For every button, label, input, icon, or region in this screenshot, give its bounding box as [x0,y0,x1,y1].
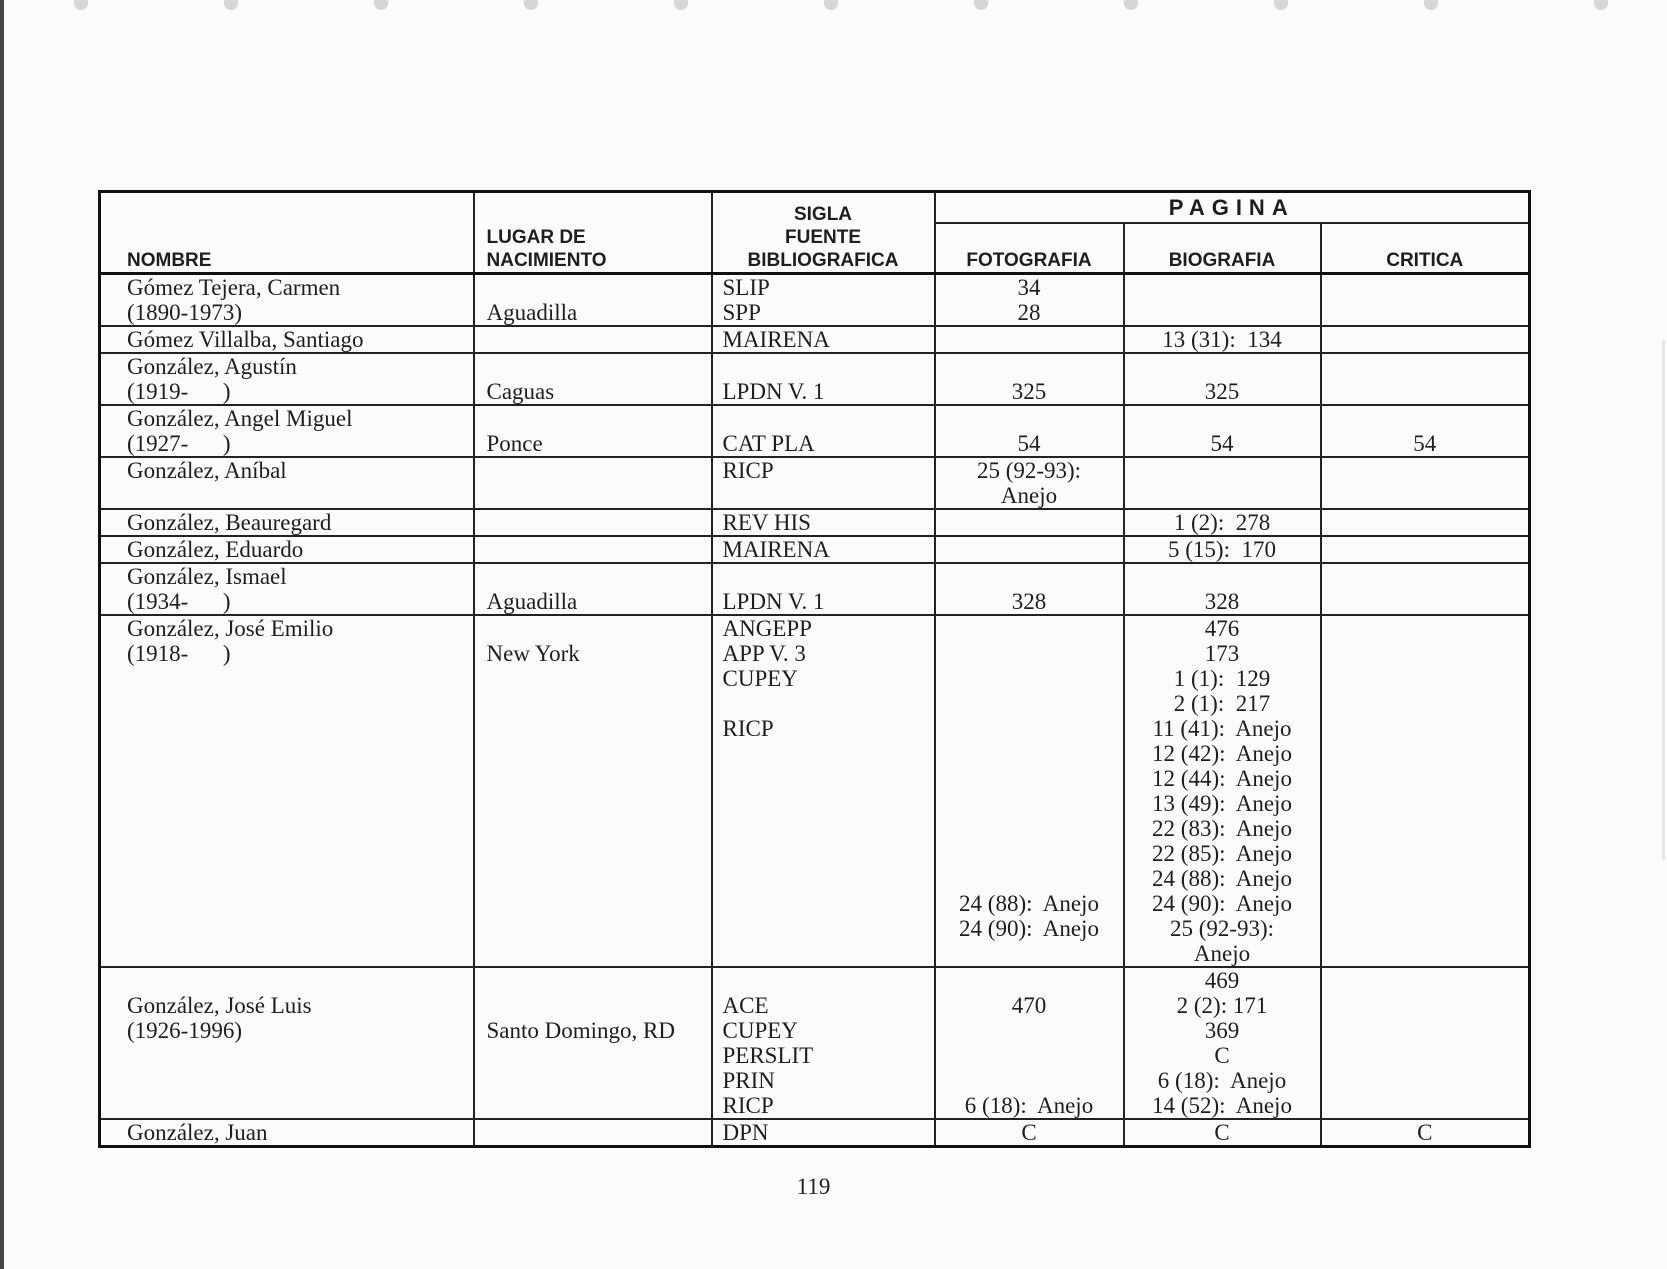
cell-lugar: Caguas [474,353,712,405]
cell-fotografia: 24 (88): Anejo 24 (90): Anejo [935,615,1124,967]
cell-lugar [474,509,712,536]
table-row [100,326,1530,353]
cell-sigla: LPDN V. 1 [712,563,935,615]
cell-lugar: Ponce [474,405,712,457]
binding-hole [224,0,238,10]
header-sigla-line: BIBLIOGRAFICA [747,250,899,271]
binding-hole [74,0,88,10]
cell-fotografia: 25 (92-93): Anejo [935,457,1124,509]
table-row [100,1119,1530,1147]
cell-fotografia [935,326,1124,353]
header-lugar-line: LUGAR DE [486,227,586,248]
page-edge [0,0,4,1269]
cell-nombre: González, José Luis (1926-1996) [100,967,474,1119]
cell-biografia: 328 [1124,563,1321,615]
cell-lugar: New York [474,615,712,967]
header-sigla [712,192,935,274]
cell-fotografia: 328 [935,563,1124,615]
binding-hole [1594,0,1608,10]
page-number: 119 [796,1174,831,1199]
table-row [100,967,1530,1119]
cell-biografia [1124,274,1321,327]
cell-sigla: ANGEPP APP V. 3 CUPEY RICP [712,615,935,967]
cell-biografia: C [1124,1119,1321,1147]
cell-sigla: DPN [712,1119,935,1147]
cell-critica [1321,509,1530,536]
cell-biografia: 1 (2): 278 [1124,509,1321,536]
header-sigla-line: SIGLA [793,204,853,225]
cell-nombre: Gómez Tejera, Carmen (1890-1973) [100,274,474,327]
scan-shadow [1662,340,1665,860]
binding-hole [1274,0,1288,10]
cell-critica [1321,457,1530,509]
header-lugar [474,192,712,274]
cell-critica [1321,353,1530,405]
cell-biografia: 5 (15): 170 [1124,536,1321,563]
cell-fotografia: 325 [935,353,1124,405]
cell-nombre: González, Angel Miguel (1927- ) [100,405,474,457]
cell-biografia: 54 [1124,405,1321,457]
cell-biografia: 13 (31): 134 [1124,326,1321,353]
cell-biografia: 469 2 (2): 171 369 C 6 (18): Anejo 14 (52): Anejo [1124,967,1321,1119]
cell-fotografia [935,536,1124,563]
header-fotografia: FOTOGRAFIA [935,223,1124,274]
cell-nombre: González, Ismael (1934- ) [100,563,474,615]
cell-nombre: Gómez Villalba, Santiago [100,326,474,353]
cell-lugar: Santo Domingo, RD [474,967,712,1119]
cell-sigla: REV HIS [712,509,935,536]
table-row [100,457,1530,509]
table-row [100,615,1530,967]
cell-sigla: ACE CUPEY PERSLIT PRIN RICP [712,967,935,1119]
cell-lugar: Aguadilla [474,563,712,615]
cell-critica: 54 [1321,405,1530,457]
cell-nombre: González, Beauregard [100,509,474,536]
binding-hole [824,0,838,10]
cell-fotografia: C [935,1119,1124,1147]
header-pagina: PAGINA [935,192,1530,224]
header-sigla-line: FUENTE [785,227,861,248]
cell-lugar [474,326,712,353]
header-lugar-line: NACIMIENTO [486,250,607,271]
cell-critica [1321,563,1530,615]
cell-nombre: González, José Emilio (1918- ) [100,615,474,967]
table-row [100,563,1530,615]
cell-fotografia: 34 28 [935,274,1124,327]
cell-sigla: RICP [712,457,935,509]
cell-sigla: SLIP SPP [712,274,935,327]
binding-hole [524,0,538,10]
table-row [100,353,1530,405]
cell-critica [1321,326,1530,353]
cell-sigla: MAIRENA [712,326,935,353]
table-row [100,536,1530,563]
cell-nombre: González, Eduardo [100,536,474,563]
binding-hole [1424,0,1438,10]
cell-fotografia: 470 6 (18): Anejo [935,967,1124,1119]
table-row [100,509,1530,536]
binding-hole [674,0,688,10]
cell-critica: C [1321,1119,1530,1147]
header-nombre: NOMBRE [100,192,474,274]
catalog-table [98,190,1531,1148]
binding-hole [974,0,988,10]
cell-sigla: MAIRENA [712,536,935,563]
cell-critica [1321,274,1530,327]
cell-nombre: González, Agustín (1919- ) [100,353,474,405]
cell-lugar [474,457,712,509]
cell-critica [1321,615,1530,967]
cell-nombre: González, Aníbal [100,457,474,509]
cell-biografia: 476 173 1 (1): 129 2 (1): 217 11 (41): Anejo 12 (42): Anejo 12 (44): Anejo 13 (49): Anejo 22 (83): Anejo 22 (85): Anejo 24 (88): Anejo 24 (90): Anejo 25 (92-93): Anejo [1124,615,1321,967]
cell-biografia: 325 [1124,353,1321,405]
cell-sigla: LPDN V. 1 [712,353,935,405]
table-row [100,405,1530,457]
cell-biografia [1124,457,1321,509]
table-row [100,274,1530,327]
cell-lugar: Aguadilla [474,274,712,327]
cell-critica [1321,536,1530,563]
header-critica: CRITICA [1321,223,1530,274]
header-biografia: BIOGRAFIA [1124,223,1321,274]
cell-lugar [474,536,712,563]
cell-lugar [474,1119,712,1147]
cell-fotografia [935,509,1124,536]
binding-hole [374,0,388,10]
binding-hole [1124,0,1138,10]
cell-nombre: González, Juan [100,1119,474,1147]
cell-critica [1321,967,1530,1119]
cell-sigla: CAT PLA [712,405,935,457]
cell-fotografia: 54 [935,405,1124,457]
